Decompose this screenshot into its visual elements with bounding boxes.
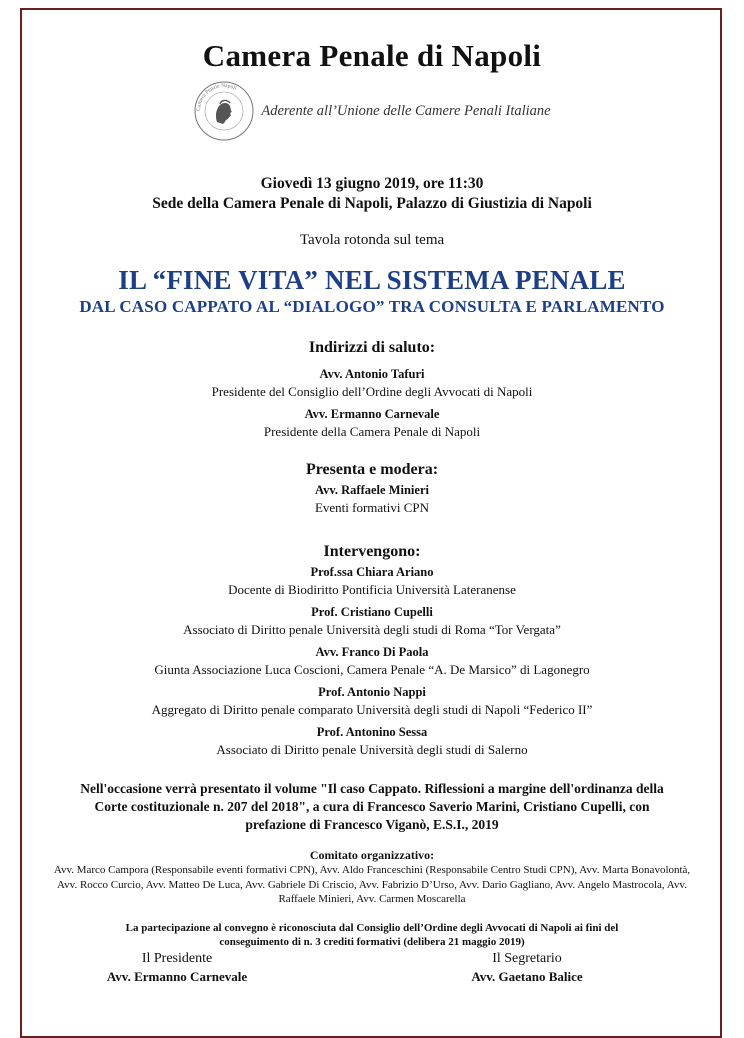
signature-name: Avv. Gaetano Balice <box>471 969 583 984</box>
volume-presentation: Nell'occasione verrà presentato il volume "Il caso Cappato. Riflessioni a margine dell'ordinanza della Corte costituzionale n. 207 del 2018", a cura di Francesco Saverio Marini, Cristiano Cupelli, con prefazione di Francesco Viganò, E.S.I., 2019 <box>80 781 664 832</box>
event-intro: Tavola rotonda sul tema <box>299 232 445 248</box>
profile-seal-icon <box>193 80 255 142</box>
credits-note: La partecipazione al convegno è riconosciuta dal Consiglio dell’Ordine degli Avvocati di Napoli ai fini del conseguimento di n. 3 crediti formativi (delibera 21 maggio 2019) <box>125 921 619 948</box>
signature-secretary <box>407 950 647 986</box>
person-role: Aggregato di Diritto penale comparato Università degli studi di Napoli “Federico II” <box>151 702 593 717</box>
signature-president <box>57 950 297 986</box>
event-subtitle: DAL CASO CAPPATO AL “DIALOGO” TRA CONSULTA E PARLAMENTO <box>79 297 665 316</box>
person-name: Avv. Ermanno Carnevale <box>304 407 440 421</box>
speakers-heading: Intervengono: <box>323 543 421 560</box>
moderator-person <box>22 482 722 516</box>
person-name: Avv. Raffaele Minieri <box>315 483 429 497</box>
person-role: Associato di Diritto penale Università degli studi di Roma “Tor Vergata” <box>183 622 561 637</box>
person-name: Avv. Antonio Tafuri <box>319 367 425 381</box>
speaker <box>22 644 722 678</box>
person-name: Prof. Antonino Sessa <box>316 725 428 739</box>
poster <box>22 10 722 949</box>
speaker <box>22 564 722 598</box>
greeting-person <box>22 406 722 440</box>
moderator-heading: Presenta e modera: <box>305 461 439 478</box>
signature-title: Il Presidente <box>141 951 213 966</box>
person-name: Prof. Cristiano Cupelli <box>311 605 433 619</box>
person-role: Associato di Diritto penale Università degli studi di Salerno <box>216 742 528 757</box>
greetings-heading: Indirizzi di saluto: <box>308 339 436 356</box>
speaker <box>22 604 722 638</box>
person-role: Docente di Biodiritto Pontificia Università Lateranense <box>228 582 516 597</box>
organization-title: Camera Penale di Napoli <box>202 38 542 73</box>
affiliation-row <box>22 78 722 144</box>
affiliation-text: Aderente all’Unione delle Camere Penali Italiane <box>261 102 551 119</box>
person-name: Prof. Antonio Nappi <box>318 685 426 699</box>
person-role: Presidente della Camera Penale di Napoli <box>263 424 481 439</box>
person-name: Avv. Franco Di Paola <box>315 645 429 659</box>
committee-heading: Comitato organizzativo: <box>309 848 435 862</box>
event-venue: Sede della Camera Penale di Napoli, Palazzo di Giustizia di Napoli <box>152 195 592 212</box>
person-role: Presidente del Consiglio dell’Ordine degli Avvocati di Napoli <box>211 384 533 399</box>
speaker <box>22 684 722 718</box>
signature-name: Avv. Ermanno Carnevale <box>106 969 248 984</box>
person-name: Prof.ssa Chiara Ariano <box>310 565 434 579</box>
signature-row <box>22 950 722 986</box>
seal-lettering: Camera Penale Napoli <box>196 82 238 112</box>
event-datetime: Giovedì 13 giugno 2019, ore 11:30 <box>260 175 484 192</box>
person-role: Giunta Associazione Luca Coscioni, Camera Penale “A. De Marsico” di Lagonegro <box>154 662 590 677</box>
person-role: Eventi formativi CPN <box>314 500 430 515</box>
speaker <box>22 724 722 758</box>
greeting-person <box>22 366 722 400</box>
signature-title: Il Segretario <box>492 951 562 966</box>
event-title: IL “FINE VITA” NEL SISTEMA PENALE <box>118 265 626 295</box>
committee-members: Avv. Marco Campora (Responsabile eventi formativi CPN), Avv. Aldo Franceschini (Responsabile Centro Studi CPN), Avv. Marta Bonavolontà, Avv. Rocco Curcio, Avv. Matteo De Luca, Avv. Gabriele Di Criscio, Avv. Fabrizio D’Urso, Avv. Dario Gagliano, Avv. Angelo Mastrocola, Avv. Raffaele Minieri, Avv. Carmen Moscarella <box>53 864 691 905</box>
